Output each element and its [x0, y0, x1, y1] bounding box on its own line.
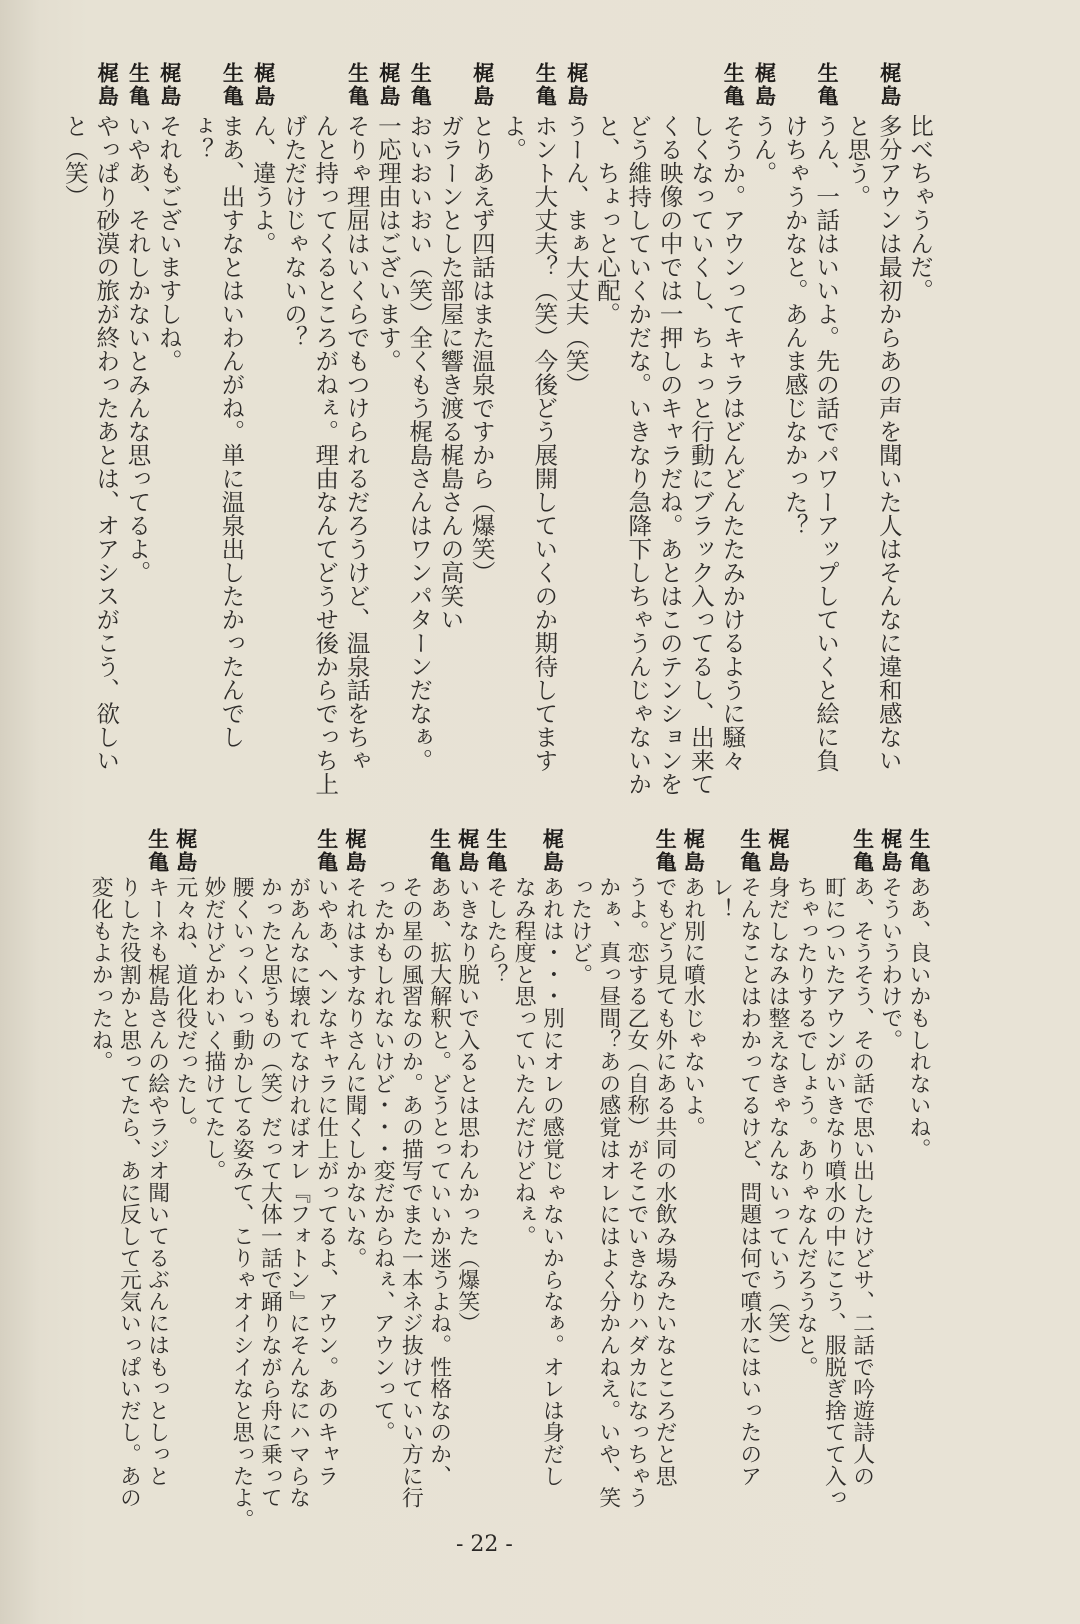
dialogue-text: かったと思うもの（笑）だって大体一話で踊りながら舟に乗って: [257, 876, 283, 1509]
dialogue-text: うーん、まぁ大丈夫（笑）: [561, 114, 590, 396]
speaker-label: 梶島: [95, 62, 120, 108]
speaker-label: 生亀: [314, 828, 339, 874]
text-column: [493, 62, 528, 842]
dialogue-text: いきなり脱いで入るとは思わんかった（爆笑）: [454, 876, 480, 1334]
text-column: [337, 62, 371, 842]
text-column: [211, 62, 246, 842]
speaker-label: 生亀: [484, 828, 508, 874]
text-column: [650, 62, 684, 842]
text-column: [619, 828, 647, 1568]
dialogue-text: ったかもしれないけど・・・変だからねぇ、アウンって。: [370, 876, 396, 1443]
dialogue-text: 妙だけどかわいく描けてたし。: [201, 876, 226, 1182]
dialogue-text: なみ程度と思っていたんだけどねぇ。: [511, 876, 537, 1247]
speaker-label: 生亀: [220, 62, 245, 108]
text-column: [869, 62, 903, 842]
dialogue-text: あ、そうそう、その話で思い出したけどサ、二話で吟遊詩人の: [849, 876, 875, 1487]
text-column: [365, 828, 396, 1568]
text-column: [681, 62, 715, 842]
dialogue-text: けちゃうかなと。あんま感じなかった？: [780, 114, 809, 537]
dialogue-text: そしたら？: [483, 876, 508, 985]
text-column: [901, 828, 929, 1568]
speaker-label: 生亀: [345, 62, 370, 108]
dialogue-text: ガラーンとした部屋に響き渡る梶島さんの高笑い: [436, 114, 465, 631]
dialogue-text: あれは・・・別にオレの感覚じゃないからなぁ。オレは身だし: [539, 876, 565, 1487]
text-column: [281, 828, 309, 1568]
dialogue-text: 町についたアウンがいきなり噴水の中にこう、服脱ぎ捨てて入っ: [821, 876, 847, 1509]
dialogue-text: まあ、出すなとはいわんがね。単に温泉出したかったんでし: [217, 114, 246, 749]
speaker-label: 梶島: [455, 828, 480, 874]
dialogue-text: うん。: [749, 114, 778, 185]
speaker-label: 梶島: [878, 828, 903, 874]
dialogue-text: と（笑）: [60, 114, 89, 208]
dialogue-text: そりゃ理屈はいくらでもつけられるだろうけど、温泉話をちゃ: [342, 114, 371, 772]
dialogue-text: レ！: [708, 876, 734, 920]
text-column: [243, 62, 277, 842]
speaker-label: 生亀: [145, 828, 170, 874]
text-column: [744, 62, 778, 842]
text-column: [618, 62, 653, 842]
dialogue-text: と思う。: [843, 114, 872, 208]
upper-text-block: [0, 62, 1080, 822]
text-column: [224, 828, 255, 1568]
speaker-label: 梶島: [251, 62, 276, 108]
text-column: [712, 62, 747, 842]
text-column: [393, 828, 424, 1568]
dialogue-text: とりあえず四話はまた温泉ですから（爆笑）: [467, 114, 496, 584]
text-column: [422, 828, 450, 1568]
dialogue-text: 多分アウンは最初からあの声を聞いた人はそんなに違和感ない: [874, 114, 903, 772]
speaker-label: 生亀: [907, 828, 931, 874]
text-column: [274, 62, 308, 842]
dialogue-text: 元々ね、道化役だったし。: [172, 876, 198, 1138]
text-column: [534, 828, 565, 1568]
text-column: [252, 828, 283, 1568]
text-column: [524, 62, 559, 842]
text-column: [556, 62, 590, 842]
text-column: [83, 828, 114, 1568]
dialogue-text: ホント大丈夫？（笑）今後どう展開していくのか期待してます: [530, 114, 559, 772]
dialogue-text: そんなことはわかってるけど、問題は何で噴水にはいったのア: [736, 876, 762, 1487]
speaker-label: 生亀: [815, 62, 840, 108]
text-column: [196, 828, 224, 1568]
text-column: [450, 828, 478, 1568]
text-column: [873, 828, 901, 1568]
dialogue-text: うん、一話はいいよ。先の話でパワーアップしていくと絵に負: [812, 114, 841, 772]
text-column: [168, 828, 196, 1568]
speaker-label: 梶島: [564, 62, 589, 108]
text-column: [478, 828, 506, 1568]
dialogue-text: しくなっていくし、ちょっと行動にブラック入ってるし、出来て: [686, 114, 715, 796]
text-column: [180, 62, 215, 842]
text-column: [309, 828, 337, 1568]
dialogue-text: よ。: [499, 114, 528, 161]
text-column: [788, 828, 819, 1568]
dialogue-text: おいおいおい（笑）全くもう梶島さんはワンパターンだなぁ。: [405, 114, 434, 772]
dialogue-text: その星の風習なのか。あの描写でまた一本ネジ抜けていい方に行: [398, 876, 424, 1509]
page-number: - 22 -: [456, 1532, 513, 1557]
text-column: [111, 828, 142, 1568]
dialogue-text: 比べちゃうんだ。: [906, 114, 934, 302]
speaker-label: 生亀: [533, 62, 558, 108]
speaker-label: 梶島: [877, 62, 902, 108]
dialogue-text: と、ちょっと心配。: [593, 114, 621, 326]
text-column: [760, 828, 788, 1568]
dialogue-text: くる映像の中では一押しのキャラだね。あとはこのテンションを: [655, 114, 684, 796]
dialogue-text: ん、違うよ。: [248, 114, 277, 255]
dialogue-text: でもどう見ても外にある共同の水飲み場みたいなところだと思: [652, 876, 678, 1487]
speaker-label: 梶島: [752, 62, 777, 108]
text-column: [563, 828, 591, 1568]
dialogue-text: 一応理由はございます。: [373, 114, 402, 373]
speaker-label: 梶島: [766, 828, 790, 874]
dialogue-text: そういうわけで。: [877, 876, 903, 1051]
text-column: [837, 62, 872, 842]
speaker-label: 梶島: [173, 828, 198, 874]
text-column: [431, 62, 465, 842]
text-column: [675, 828, 706, 1568]
text-column: [900, 62, 934, 842]
dialogue-text: ああ、拡大解釈と。どうとっていいか迷うよね。性格なのか、: [426, 876, 452, 1487]
speaker-label: 生亀: [721, 62, 746, 108]
text-column: [506, 828, 537, 1568]
speaker-label: 生亀: [737, 828, 762, 874]
text-column: [845, 828, 873, 1568]
speaker-label: 生亀: [653, 828, 678, 874]
speaker-label: 梶島: [376, 62, 401, 108]
dialogue-text: ちゃったりするでしょう。ありゃなんだろうなと。: [793, 876, 819, 1378]
text-column: [55, 62, 89, 842]
dialogue-text: かぁ、真っ昼間？あの感覚はオレにはよく分かんねえ。いや、笑: [595, 876, 621, 1509]
text-column: [775, 62, 809, 842]
speaker-label: 梶島: [681, 828, 706, 874]
text-column: [368, 62, 402, 842]
text-column: [149, 62, 183, 842]
dialogue-text: そうか。アウンってキャラはどんどんたたみかけるように騒々: [718, 114, 747, 772]
dialogue-text: それはますなりさんに聞くしかないな。: [342, 876, 367, 1269]
text-column: [591, 828, 619, 1568]
text-column: [587, 62, 621, 842]
dialogue-text: キーネも梶島さんの絵やラジオ聞いてるぶんにはもっとしっと: [144, 876, 170, 1487]
text-column: [647, 828, 678, 1568]
speaker-label: 生亀: [408, 62, 433, 108]
dialogue-text: 身だしなみは整えなきゃなんないっていう（笑）: [765, 876, 790, 1356]
dialogue-text: それもございますしね。: [154, 114, 183, 373]
speaker-label: 生亀: [850, 828, 875, 874]
dialogue-text: があんなに壊れてなければオレ『フォトン』にそんなにハマらな: [285, 876, 311, 1509]
text-column: [399, 62, 434, 842]
dialogue-text: あれ別に噴水じゃないよ。: [680, 876, 706, 1138]
speaker-label: 梶島: [157, 62, 182, 108]
dialogue-text: いやあ、それしかないとみんな思ってるよ。: [123, 114, 152, 584]
dialogue-text: ああ、良いかもしれないね。: [906, 876, 931, 1160]
text-column: [140, 828, 168, 1568]
dialogue-text: どう維持していくかだな。いきなり急降下しちゃうんじゃないか: [624, 114, 653, 796]
text-column: [118, 62, 152, 842]
dialogue-text: うよ。恋する乙女（自称）がそこでいきなりハダカになっちゃう: [624, 876, 649, 1509]
lower-text-block: [0, 828, 1080, 1528]
dialogue-text: ったけど。: [567, 876, 593, 985]
dialogue-text: りした役割かと思ってたら、あに反して元気いっぱいだし。あの: [116, 876, 142, 1509]
text-column: [732, 828, 760, 1568]
text-column: [704, 828, 732, 1568]
dialogue-text: 変化もよかったね。: [88, 876, 114, 1073]
dialogue-text: いやあ、ヘンなキャラに仕上がってるよ、アウン。あのキャラ: [313, 876, 339, 1487]
text-column: [462, 62, 496, 842]
dialogue-text: やっぱり砂漠の旅が終わったあとは、オアシスがこう、欲しい: [92, 114, 121, 772]
speaker-label: 梶島: [343, 828, 367, 874]
text-column: [337, 828, 365, 1568]
speaker-label: 梶島: [540, 828, 565, 874]
dialogue-text: げただけじゃないの？: [280, 114, 308, 349]
speaker-label: 梶島: [470, 62, 495, 108]
text-column: [816, 828, 847, 1568]
speaker-label: 生亀: [427, 828, 452, 874]
dialogue-text: んと持ってくるところがねぇ。理由なんてどうせ後からでっち上: [311, 114, 340, 796]
text-column: [86, 62, 121, 842]
speaker-label: 生亀: [126, 62, 151, 108]
dialogue-text: 腰くいっくいっ動かしてる姿みて、こりゃオイシイなと思ったよ。: [229, 876, 255, 1530]
dialogue-text: ょ？: [186, 114, 215, 161]
text-column: [806, 62, 841, 842]
text-column: [305, 62, 340, 842]
